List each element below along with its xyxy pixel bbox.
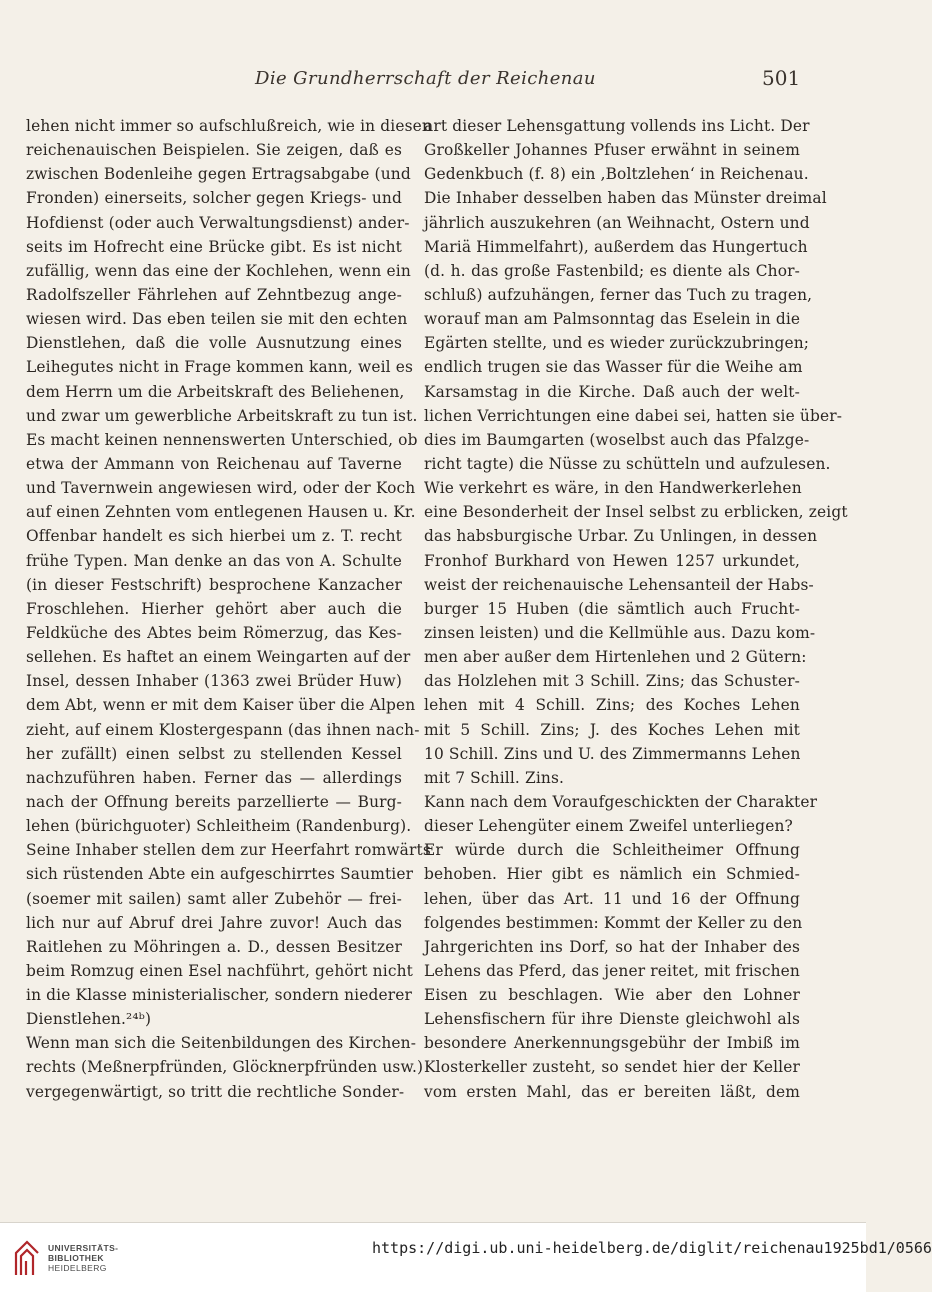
text-line: auf einen Zehnten vom entlegenen Hausen u. Kr. bbox=[26, 503, 416, 522]
text-line: (soemer mit sailen) samt aller Zubehör — frei- bbox=[26, 889, 402, 908]
text-line: (d. h. das große Fastenbild; es diente als Chor- bbox=[424, 261, 800, 280]
library-footer bbox=[0, 1222, 932, 1292]
text-line: Wenn man sich die Seitenbildungen des Kirchen- bbox=[26, 1034, 417, 1053]
text-line: Offenbar handelt es sich hierbei um z. T. recht bbox=[26, 527, 402, 546]
text-line: Jahrgerichten ins Dorf, so hat der Inhaber des bbox=[424, 937, 800, 956]
text-line: zwischen Bodenleihe gegen Ertragsabgabe (und bbox=[26, 165, 411, 184]
text-line: zieht, auf einem Klostergespann (das ihnen nach- bbox=[26, 720, 420, 739]
text-line: Hofdienst (oder auch Verwaltungsdienst) ander- bbox=[26, 213, 410, 232]
text-line: Dienstlehen.²⁴ᵇ) bbox=[26, 1010, 152, 1029]
text-line: Wie verkehrt es wäre, in den Handwerkerlehen bbox=[424, 479, 802, 498]
text-line: Gedenkbuch (f. 8) ein ‚Boltzlehen‘ in Reichenau. bbox=[424, 165, 809, 184]
text-line: worauf man am Palmsonntag das Eselein in die bbox=[424, 310, 801, 329]
text-line: behoben. Hier gibt es nämlich ein Schmied- bbox=[424, 865, 800, 884]
text-line: Seine Inhaber stellen dem zur Heerfahrt romwärts bbox=[26, 841, 431, 860]
text-line: Lehens das Pferd, das jener reitet, mit frischen bbox=[424, 961, 800, 980]
text-line: her zufällt) einen selbst zu stellenden Kessel bbox=[26, 744, 402, 763]
library-logo-text bbox=[48, 1243, 118, 1273]
text-line: mit 7 Schill. Zins. bbox=[424, 768, 565, 787]
text-line: art dieser Lehensgattung vollends ins Licht. Der bbox=[424, 117, 810, 135]
text-line: weist der reichenauische Lehensanteil der Habs- bbox=[424, 575, 814, 594]
text-line: richt tagte) die Nüsse zu schütteln und aufzulesen. bbox=[424, 454, 831, 473]
text-line: lehen mit 4 Schill. Zins; des Koches Lehen bbox=[424, 696, 800, 715]
text-line: sellehen. Es haftet an einem Weingarten auf der bbox=[26, 648, 411, 667]
text-line: burger 15 Huben (die sämtlich auch Frucht- bbox=[424, 599, 800, 618]
text-line: Fronhof Burkhard von Hewen 1257 urkundet, bbox=[424, 551, 800, 570]
text-line: lichen Verrichtungen eine dabei sei, hatten sie über- bbox=[424, 406, 843, 425]
text-line: das Holzlehen mit 3 Schill. Zins; das Schuster- bbox=[424, 672, 800, 691]
text-line: Er würde durch die Schleitheimer Offnung bbox=[424, 841, 800, 860]
text-line: lehen (bürichguoter) Schleitheim (Randenburg). bbox=[26, 817, 412, 836]
text-line: Fronden) einerseits, solcher gegen Kriegs- und bbox=[26, 189, 402, 208]
text-line: vom ersten Mahl, das er bereiten läßt, dem bbox=[424, 1082, 800, 1101]
text-line: Kann nach dem Voraufgeschickten der Charakter bbox=[424, 792, 818, 811]
text-line: vergegenwärtigt, so tritt die rechtliche Sonder- bbox=[26, 1082, 405, 1101]
text-line: in die Klasse ministerialischer, sondern niederer bbox=[26, 986, 412, 1005]
text-line: rechts (Meßnerpfründen, Glöcknerpfründen usw.) bbox=[26, 1058, 424, 1077]
text-column-left bbox=[26, 114, 432, 1104]
text-line: 10 Schill. Zins und U. des Zimmermanns Lehen bbox=[424, 744, 801, 763]
text-line: folgendes bestimmen: Kommt der Keller zu den bbox=[424, 913, 803, 932]
text-line: Mariä Himmelfahrt), außerdem das Hungertuch bbox=[424, 237, 808, 256]
text-column-right bbox=[424, 114, 848, 1104]
text-line: Lehensfischern für ihre Dienste gleichwohl als bbox=[424, 1010, 800, 1029]
text-line: und Tavernwein angewiesen wird, oder der Koch bbox=[26, 479, 416, 498]
ub-heidelberg-logo-icon bbox=[12, 1237, 42, 1277]
text-line: Klosterkeller zusteht, so sendet hier der Keller bbox=[424, 1058, 800, 1077]
text-line: Egärten stellte, und es wieder zurückzubringen; bbox=[424, 334, 810, 353]
text-line: mit 5 Schill. Zins; J. des Koches Lehen mit bbox=[424, 720, 800, 739]
page-number: 501 bbox=[762, 66, 801, 90]
text-line: Dienstlehen, daß die volle Ausnutzung eines bbox=[26, 334, 402, 353]
text-line: Großkeller Johannes Pfuser erwähnt in seinem bbox=[424, 141, 800, 160]
text-line: dies im Baumgarten (woselbst auch das Pfalzge- bbox=[424, 430, 810, 449]
text-line: sich rüstenden Abte ein aufgeschirrtes Saumtier bbox=[26, 865, 414, 884]
text-line: lehen nicht immer so aufschlußreich, wie in diesen bbox=[26, 117, 432, 135]
text-line: zufällig, wenn das eine der Kochlehen, wenn ein bbox=[26, 261, 411, 280]
logo-line-2: BIBLIOTHEK bbox=[48, 1253, 104, 1263]
text-line: Insel, dessen Inhaber (1363 zwei Brüder Huw) bbox=[26, 672, 402, 691]
logo-line-1: UNIVERSITÄTS- bbox=[48, 1243, 119, 1253]
text-line: Raitlehen zu Möhringen a. D., dessen Besitzer bbox=[26, 937, 402, 956]
text-line: und zwar um gewerbliche Arbeitskraft zu tun ist. bbox=[26, 406, 418, 425]
text-line: men aber außer dem Hirtenlehen und 2 Gütern: bbox=[424, 648, 807, 667]
text-line: Karsamstag in die Kirche. Daß auch der welt- bbox=[424, 382, 800, 401]
text-line: zinsen leisten) und die Kellmühle aus. Dazu kom- bbox=[424, 623, 816, 642]
text-line: besondere Anerkennungsgebühr der Imbiß im bbox=[424, 1034, 800, 1053]
text-line: (in dieser Festschrift) besprochene Kanzacher bbox=[26, 575, 402, 594]
text-line: Froschlehen. Hierher gehört aber auch die bbox=[26, 599, 402, 618]
text-line: schluß) aufzuhängen, ferner das Tuch zu tragen, bbox=[424, 285, 813, 304]
text-line: Eisen zu beschlagen. Wie aber den Lohner bbox=[424, 986, 800, 1005]
text-line: Leihegutes nicht in Frage kommen kann, weil es bbox=[26, 358, 414, 377]
text-line: eine Besonderheit der Insel selbst zu erblicken, zeigt bbox=[424, 503, 848, 522]
running-header-title: Die Grundherrschaft der Reichenau bbox=[255, 68, 596, 89]
text-line: reichenauischen Beispielen. Sie zeigen, daß es bbox=[26, 141, 402, 160]
text-line: endlich trugen sie das Wasser für die Weihe am bbox=[424, 358, 803, 377]
text-line: dieser Lehengüter einem Zweifel unterliegen? bbox=[424, 817, 793, 836]
text-line: beim Romzug einen Esel nachführt, gehört nicht bbox=[26, 961, 413, 980]
text-line: etwa der Ammann von Reichenau auf Taverne bbox=[26, 454, 402, 473]
logo-line-3: HEIDELBERG bbox=[48, 1263, 107, 1273]
text-line: das habsburgische Urbar. Zu Unlingen, in dessen bbox=[424, 527, 818, 546]
text-line: lich nur auf Abruf drei Jahre zuvor! Auch das bbox=[26, 913, 402, 932]
text-line: dem Herrn um die Arbeitskraft des Beliehenen, bbox=[26, 382, 405, 401]
text-line: Die Inhaber desselben haben das Münster dreimal bbox=[424, 189, 827, 208]
text-line: wiesen wird. Das eben teilen sie mit den echten bbox=[26, 310, 408, 329]
text-line: Feldküche des Abtes beim Römerzug, das Kes- bbox=[26, 623, 402, 642]
text-line: frühe Typen. Man denke an das von A. Schulte bbox=[26, 551, 402, 570]
text-line: lehen, über das Art. 11 und 16 der Offnung bbox=[424, 889, 800, 908]
text-line: Es macht keinen nennenswerten Unterschied, ob bbox=[26, 430, 418, 449]
text-line: dem Abt, wenn er mit dem Kaiser über die Alpen bbox=[26, 696, 416, 715]
source-url-link[interactable]: https://digi.ub.uni-heidelberg.de/diglit/reichenau1925bd1/0566 bbox=[372, 1239, 932, 1257]
text-line: nachzuführen haben. Ferner das — allerdings bbox=[26, 768, 402, 787]
text-line: jährlich auszukehren (an Weihnacht, Ostern und bbox=[424, 213, 810, 232]
text-line: nach der Offnung bereits parzellierte — Burg- bbox=[26, 792, 402, 811]
text-line: seits im Hofrecht eine Brücke gibt. Es ist nicht bbox=[26, 237, 402, 256]
text-line: Radolfszeller Fährlehen auf Zehntbezug ange- bbox=[26, 285, 402, 304]
